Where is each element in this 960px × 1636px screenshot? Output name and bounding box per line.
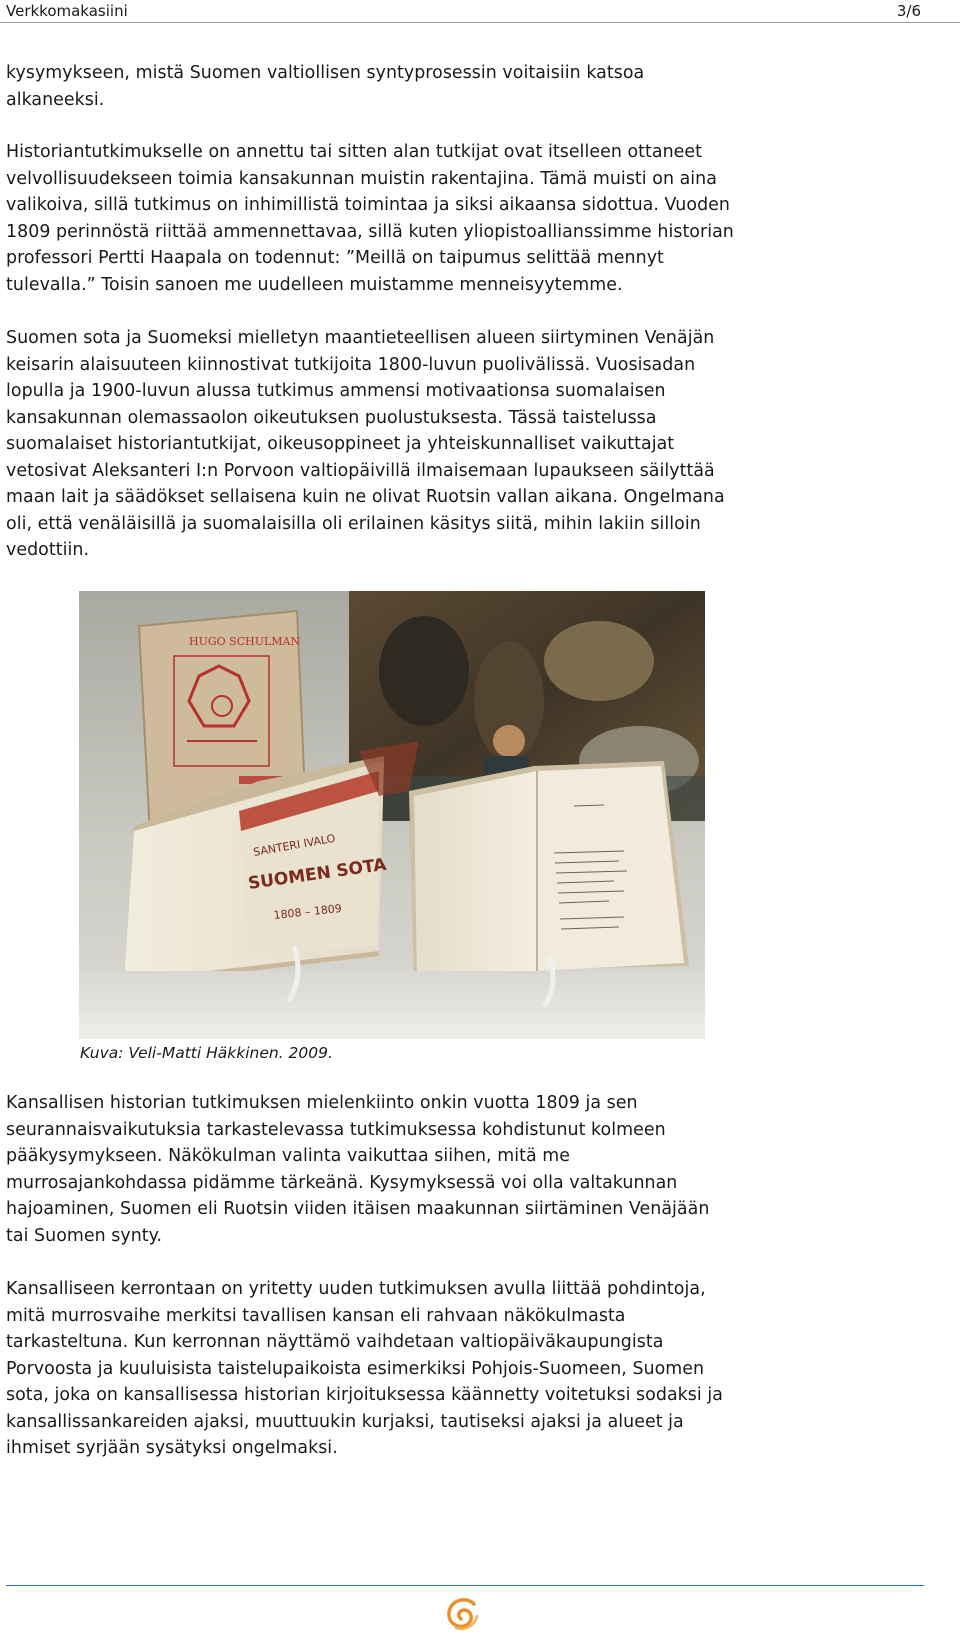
site-name: Verkkomakasiini xyxy=(6,2,128,20)
spiral-logo-icon xyxy=(444,1596,480,1632)
paragraph-national-narrative: Kansalliseen kerrontaan on yritetty uuden tutkimuksen avulla liittää pohdintoja, mitä murrosvaihe merkitsi tavallisen kansan eli rahvaan näkökulmasta tarkasteltuna. Kun kerronnan näyttämö vaihdetaan valtiopäiväkaupungista Porvoosta ja kuuluisista taistelupaikoista esimerkiksi Pohjois-Suomeen, Suomen sota, joka on kansallisessa historian kirjoituksessa käännetty voitetuksi sodaksi ja kansallissankareiden ajaksi, muuttuukin kurjaksi, tautiseksi ajaksi ja alueet ja ihmiset syrjään sysätyksi ongelmaksi. xyxy=(6,1279,723,1458)
photo-books-display xyxy=(79,591,705,1039)
book-title: SUOMEN SOTA xyxy=(246,854,388,894)
photo-caption: Kuva: Veli-Matti Häkkinen. 2009. xyxy=(80,1044,333,1062)
paragraph-research-interest: Kansallisen historian tutkimuksen mielenkiinto onkin vuotta 1809 ja sen seurannaisvaikutuksia tarkastelevassa tutkimuksessa kohdistunut kolmeen pääkysymykseen. Näkökulman valinta vaikuttaa siihen, mitä me murrosajankohdassa pidämme tärkeänä. Kysymyksessä voi olla valtakunnan hajoaminen, Suomen eli Ruotsin viiden itäisen maakunnan siirtäminen Venäjään tai Suomen synty. xyxy=(6,1093,710,1246)
paragraph-continued: kysymykseen, mistä Suomen valtiollisen syntyprosessin voitaisiin katsoa alkaneeksi. xyxy=(6,63,645,110)
paragraph-finnish-war: Suomen sota ja Suomeksi mielletyn maantieteellisen alueen siirtyminen Venäjän keisarin alaisuuteen kiinnostivat tutkijoita 1800-luvun puolivälissä. Vuosisadan lopulla ja 1900-luvun alussa tutkimus ammensi motivaationsa suomalaisen kansakunnan olemassaolon oikeutuksen puolustuksesta. Tässä taistelussa suomalaiset historiantutkijat, oikeusoppineet ja yhteiskunnalliset vaikuttajat vetosivat Aleksanteri I:n Porvoon valtiopäivillä ilmaisemaan lupaukseen säilyttää maan lait ja säädökset sellaisena kuin ne olivat Ruotsin vallan aikana. Ongelmana oli, että venäläisillä ja suomalaisilla oli erilainen käsitys siitä, mihin lakiin silloin vedottiin. xyxy=(6,328,725,560)
page-header xyxy=(0,0,960,22)
book-cover-author: HUGO SCHULMAN xyxy=(189,635,301,648)
footer-divider xyxy=(6,1585,924,1586)
book-years: 1808 – 1809 xyxy=(272,901,343,922)
header-divider xyxy=(0,22,960,23)
paragraph-historiography: Historiantutkimukselle on annettu tai sitten alan tutkijat ovat itselleen ottaneet velvollisuudekseen toimia kansakunnan muistin rakentajina. Tämä muisti on aina valikoiva, sillä tutkimus on inhimillistä toimintaa ja siksi aikaansa sidottua. Vuoden 1809 perinnöstä riittää ammennettavaa, sillä kuten yliopistoallianssimme historian professori Pertti Haapala on todennut: ”Meillä on taipumus selittää mennyt tulevalla.” Toisin sanoen me uudelleen muistamme menneisyytemme. xyxy=(6,142,734,295)
book-title-author: SANTERI IVALO xyxy=(252,831,337,859)
open-book-right xyxy=(409,761,689,986)
page-indicator: 3/6 xyxy=(896,2,921,20)
